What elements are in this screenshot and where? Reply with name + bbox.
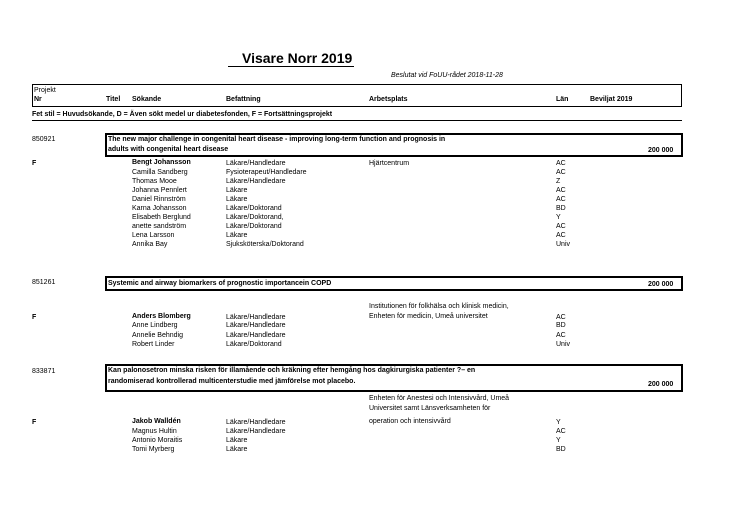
applicant-name: Anders Blomberg (132, 313, 191, 320)
applicant-county: Univ (556, 241, 571, 248)
applicant-role: Läkare/Handledare (226, 314, 286, 321)
decision-date: Beslutat vid FoUU-rådet 2018-11-28 (391, 72, 503, 79)
applicant-name: Antonio Moraitis (132, 437, 183, 444)
applicant-role: Fysioterapeut/Handledare (226, 169, 307, 176)
project-workplace: Universitet samt Länsverksamheten för (369, 405, 491, 412)
applicant-county: AC (556, 314, 566, 321)
continuation-flag: F (32, 314, 37, 321)
applicant-role: Läkare (226, 187, 248, 194)
applicant-role: Läkare (226, 196, 248, 203)
project-title: The new major challenge in congenital heart disease - improving long-term function and prognosis in (108, 136, 446, 143)
project-title: Systemic and airway biomarkers of prognostic importancein COPD (108, 280, 332, 287)
applicant-name: Annelie Behndig (132, 332, 183, 339)
applicant-county: AC (556, 187, 566, 194)
legend-divider (32, 120, 682, 121)
applicant-role: Läkare (226, 232, 248, 239)
applicant-role: Läkare/Doktorand (226, 223, 282, 230)
applicant-role: Läkare/Handledare (226, 419, 286, 426)
granted-amount: 200 000 (648, 381, 674, 388)
project-workplace: operation och intensivvård (369, 418, 451, 425)
applicant-name: Robert Linder (132, 341, 175, 348)
applicant-county: AC (556, 223, 566, 230)
title-underline (228, 66, 354, 67)
applicant-name: Tomi Myrberg (132, 446, 175, 453)
applicant-workplace: Hjärtcentrum (369, 160, 410, 167)
applicant-role: Läkare/Doktorand (226, 341, 282, 348)
applicant-county: AC (556, 196, 566, 203)
header-projekt: Projekt (34, 87, 56, 94)
applicant-county: Y (556, 419, 561, 426)
project-number: 850921 (32, 136, 56, 143)
applicant-county: BD (556, 446, 566, 453)
document-title: Visare Norr 2019 (242, 50, 353, 66)
applicant-county: AC (556, 332, 566, 339)
applicant-county: Y (556, 437, 561, 444)
applicant-county: Y (556, 214, 561, 221)
header-beviljat: Beviljat 2019 (590, 96, 633, 103)
applicant-county: AC (556, 160, 566, 167)
applicant-role: Läkare (226, 437, 248, 444)
granted-amount: 200 000 (648, 281, 674, 288)
column-header-box (32, 84, 682, 107)
applicant-name: Elisabeth Berglund (132, 214, 191, 221)
header-titel: Titel (106, 96, 121, 103)
header-sokande: Sökande (132, 96, 162, 103)
applicant-county: Univ (556, 341, 571, 348)
applicant-name: Annika Bay (132, 241, 168, 248)
project-number: 851261 (32, 279, 56, 286)
header-nr: Nr (34, 96, 42, 103)
header-befattning: Befattning (226, 96, 261, 103)
applicant-role: Läkare/Handledare (226, 428, 286, 435)
applicant-county: Z (556, 178, 561, 185)
applicant-role: Läkare/Handledare (226, 322, 286, 329)
legend: Fet stil = Huvudsökande, D = Även sökt medel ur diabetesfonden, F = Fortsättningsprojekt (32, 111, 333, 118)
applicant-county: BD (556, 205, 566, 212)
continuation-flag: F (32, 419, 37, 426)
applicant-name: Johanna Pennlert (132, 187, 187, 194)
applicant-role: Läkare/Handledare (226, 160, 286, 167)
project-title: Kan palonosetron minska risken för illamående och kräkning efter hemgång hos dagkirurgiska patienter ?– en (108, 367, 476, 374)
applicant-name: Thomas Mooe (132, 178, 177, 185)
applicant-role: Läkare/Handledare (226, 178, 286, 185)
applicant-name: Bengt Johansson (132, 159, 191, 166)
applicant-county: AC (556, 428, 566, 435)
applicant-name: Lena Larsson (132, 232, 175, 239)
project-title: randomiserad kontrollerad multicenterstudie med jämförelse mot placebo. (108, 378, 356, 385)
continuation-flag: F (32, 160, 37, 167)
project-workplace: Enheten för medicin, Umeå universitet (369, 313, 488, 320)
applicant-county: AC (556, 232, 566, 239)
project-number: 833871 (32, 368, 56, 375)
applicant-name: Anne Lindberg (132, 322, 178, 329)
applicant-name: anette sandström (132, 223, 187, 230)
applicant-county: BD (556, 322, 566, 329)
project-workplace: Institutionen för folkhälsa och klinisk medicin, (369, 303, 509, 310)
header-lan: Län (556, 96, 569, 103)
applicant-county: AC (556, 169, 566, 176)
applicant-role: Läkare (226, 446, 248, 453)
applicant-role: Läkare/Handledare (226, 332, 286, 339)
header-arbetsplats: Arbetsplats (369, 96, 408, 103)
applicant-name: Camilla Sandberg (132, 169, 188, 176)
project-title: adults with congenital heart disease (108, 146, 229, 153)
applicant-role: Sjuksköterska/Doktorand (226, 241, 304, 248)
applicant-role: Läkare/Doktorand (226, 205, 282, 212)
applicant-name: Magnus Hultin (132, 428, 177, 435)
granted-amount: 200 000 (648, 147, 674, 154)
project-workplace: Enheten för Anestesi och Intensivvård, Umeå (369, 395, 510, 402)
applicant-role: Läkare/Doktorand, (226, 214, 284, 221)
applicant-name: Daniel Rinnström (132, 196, 186, 203)
applicant-name: Karna Johansson (132, 205, 187, 212)
applicant-name: Jakob Walldén (132, 418, 181, 425)
